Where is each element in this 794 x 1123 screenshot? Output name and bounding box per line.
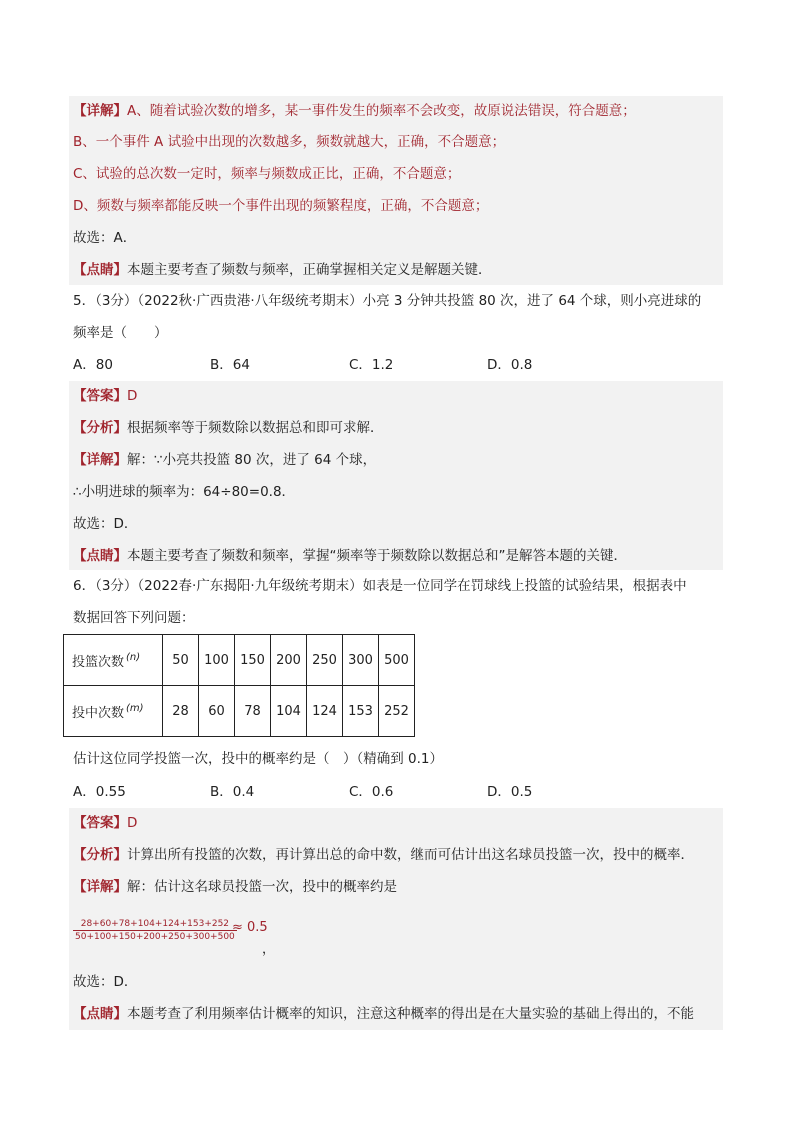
row-header-attempts: 投篮次数 $^{(n)}$: [64, 635, 163, 686]
q6-choose: 故选：D．: [73, 974, 138, 990]
q6-option-c: C．0.6: [349, 784, 394, 800]
table-cell: 100: [199, 635, 235, 686]
analysis-tag: 【分析】: [73, 847, 127, 863]
q6-option-b: B．0.4: [210, 784, 255, 800]
q5-options: [73, 354, 724, 376]
q6-stem-line1: 6．（3分）（2022春·广东揭阳·九年级统考期末）如表是一位同学在罚球线上投篮的试验结果，根据表中: [73, 578, 687, 594]
q6-question: 估计这位同学投篮一次，投中的概率约是（ ）（精确到 0.1）: [73, 751, 444, 767]
table-row: [64, 686, 415, 737]
table-cell: 104: [271, 686, 307, 737]
detail-text: 解：∵小亮共投篮 80 次，进了 64 个球，: [127, 452, 377, 468]
q5-solution-block: [69, 381, 723, 570]
q5-option-c: C．1.2: [349, 357, 394, 373]
comment-text: 本题考查了利用频率估计概率的知识，注意这种概率的得出是在大量实验的基础上得出的，不能: [127, 1006, 694, 1022]
answer-tag: 【答案】: [73, 815, 127, 831]
analysis-tag: 【分析】: [73, 420, 127, 436]
detail-text: 解：估计这名球员投篮一次，投中的概率约是: [127, 879, 397, 895]
table-cell: 252: [379, 686, 415, 737]
q5-answer-line: [73, 385, 724, 407]
q5-option-d: D．0.8: [487, 357, 533, 373]
analysis-text: 计算出所有投篮的次数，再计算出总的命中数，继而可估计出这名球员投篮一次，投中的概率．: [127, 847, 694, 863]
detail-tag: 【详解】: [73, 452, 127, 468]
table-cell: 150: [235, 635, 271, 686]
table-row: [64, 635, 415, 686]
q5-choose: 故选：D．: [73, 516, 138, 532]
approx-result: ≈ 0.5: [232, 920, 268, 935]
q4-choose: 故选：A．: [73, 230, 137, 246]
fraction-comma: ，: [262, 942, 276, 957]
q5-option-a: A．80: [73, 357, 113, 373]
detail-tag: 【详解】: [73, 103, 127, 119]
comment-tag: 【点睛】: [73, 548, 127, 564]
q5-analysis-line: [73, 417, 724, 439]
q6-options: [73, 781, 724, 803]
q6-comment-line: [73, 1003, 724, 1025]
q6-option-a: A．0.55: [73, 784, 126, 800]
detail-tag: 【详解】: [73, 879, 127, 895]
comment-text: 本题主要考查了频数和频率，掌握“频率等于频数除以数据总和”是解答本题的关键．: [127, 548, 627, 564]
q4-comment-line: [73, 259, 724, 281]
q5-stem-line2: 频率是（ ）: [73, 325, 168, 341]
comment-tag: 【点睛】: [73, 262, 127, 278]
table-cell: 500: [379, 635, 415, 686]
throw-results-table: [63, 634, 415, 737]
q5-comment-line: [73, 545, 724, 567]
q6-stem-line2: 数据回答下列问题：: [73, 610, 195, 626]
q5-option-b: B．64: [210, 357, 250, 373]
analysis-text: 根据频率等于频数除以数据总和即可求解．: [127, 420, 384, 436]
answer-value: D: [127, 388, 138, 404]
table-cell: 300: [343, 635, 379, 686]
table-cell: 200: [271, 635, 307, 686]
fraction-numerator: 28+60+78+104+124+153+252: [73, 918, 237, 931]
q5-stem-line1: 5．（3分）（2022秋·广西贵港·八年级统考期末）小亮 3 分钟共投篮 80 次，进了 64 个球，则小亮进球的: [73, 293, 702, 309]
q4-solution-block: [69, 96, 723, 285]
q4-line-c: C、试验的总次数一定时，频率与频数成正比，正确，不合题意；: [73, 166, 461, 182]
table-cell: 250: [307, 635, 343, 686]
q5-detail-line2: ∴小明进球的频率为：64÷80=0.8．: [73, 484, 296, 500]
q5-detail-line: [73, 449, 724, 471]
answer-value: D: [127, 815, 138, 831]
q4-detail-line: [73, 100, 724, 122]
table-cell: 60: [199, 686, 235, 737]
comment-tag: 【点睛】: [73, 1006, 127, 1022]
answer-tag: 【答案】: [73, 388, 127, 404]
probability-fraction: [73, 918, 237, 943]
q6-detail-line: [73, 876, 724, 898]
comment-text: 本题主要考查了频数与频率，正确掌握相关定义是解题关键．: [127, 262, 492, 278]
fraction-denominator: 50+100+150+200+250+300+500: [75, 932, 235, 942]
table-cell: 50: [163, 635, 199, 686]
detail-text: A、随着试验次数的增多，某一事件发生的频率不会改变，故原说法错误，符合题意；: [127, 103, 636, 119]
q4-line-b: B、一个事件 A 试验中出现的次数越多，频数就越大，正确，不合题意；: [73, 134, 506, 150]
q6-option-d: D．0.5: [487, 784, 533, 800]
table-cell: 124: [307, 686, 343, 737]
q6-analysis-line: [73, 844, 724, 866]
row-header-hits: 投中次数 $^{(m)}$: [64, 686, 163, 737]
table-cell: 28: [163, 686, 199, 737]
q6-answer-line: [73, 812, 724, 834]
table-cell: 153: [343, 686, 379, 737]
q4-line-d: D、频数与频率都能反映一个事件出现的频繁程度，正确，不合题意；: [73, 198, 489, 214]
table-cell: 78: [235, 686, 271, 737]
